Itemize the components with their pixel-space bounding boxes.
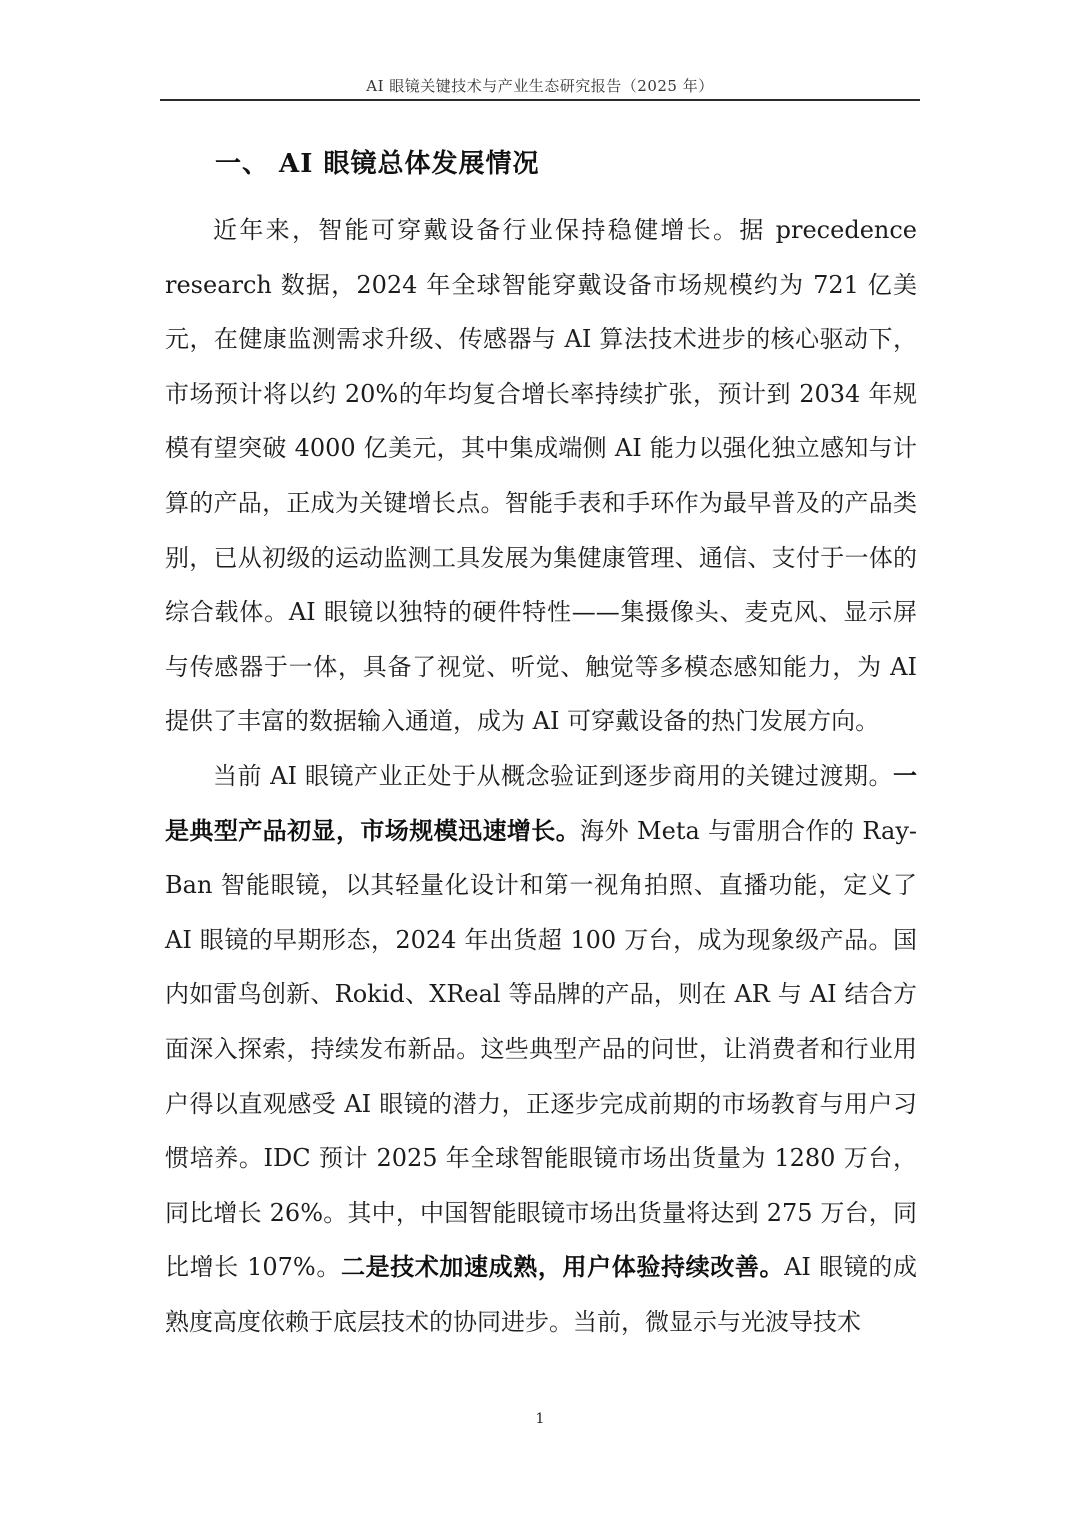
paragraph-2-body-2: AI 眼镜的成熟度高度依赖于底层技术的协同进步。当前，微显示与光波导技术 [165, 1253, 917, 1336]
paragraph-2 [165, 749, 917, 1350]
header-divider [160, 99, 920, 101]
page-number: 1 [535, 1411, 545, 1427]
running-header: AI 眼镜关键技术与产业生态研究报告（2025 年） [366, 77, 714, 95]
body-text [165, 203, 917, 1349]
paragraph-2-intro: 当前 AI 眼镜产业正处于从概念验证到逐步商用的关键过渡期。 [213, 761, 893, 790]
section-heading: 一、 AI 眼镜总体发展情况 [215, 149, 540, 179]
lead-point-2: 二是技术加速成熟，用户体验持续改善。 [340, 1252, 785, 1282]
paragraph-2-body-1: 海外 Meta 与雷朋合作的 Ray-Ban 智能眼镜，以其轻量化设计和第一视角拍照、直播功能，定义了 AI 眼镜的早期形态，2024 年出货超 100 万台，成为现象级产品。国内如雷鸟创新、Rokid、XReal 等品牌的产品，则在 AR 与 AI 结合方面深入探索，持续发布新品。这些典型产品的问世，让消费者和行业用户得以直观感受 AI 眼镜的潜力，正逐步完成前期的市场教育与用户习惯培养。IDC 预计 2025 年全球智能眼镜市场出货量为 1280 万台，同比增长 26%。其中，中国智能眼镜市场出货量将达到 275 万台，同比增长 107%。 [165, 816, 917, 1282]
lead-point-1: 一是典型产品初显，市场规模迅速增长。 [165, 760, 917, 845]
paragraph-1: 近年来，智能可穿戴设备行业保持稳健增长。据 precedence research 数据，2024 年全球智能穿戴设备市场规模约为 721 亿美元，在健康监测需求升级、传感器与 AI 算法技术进步的核心驱动下，市场预计将以约 20%的年均复合增长率持续扩张，预计到 2034 年规模有望突破 4000 亿美元，其中集成端侧 AI 能力以强化独立感知与计算的产品，正成为关键增长点。智能手表和手环作为最早普及的产品类别，已从初级的运动监测工具发展为集健康管理、通信、支付于一体的综合载体。AI 眼镜以独特的硬件特性——集摄像头、麦克风、显示屏与传感器于一体，具备了视觉、听觉、触觉等多模态感知能力，为 AI 提供了丰富的数据输入通道，成为 AI 可穿戴设备的热门发展方向。 [165, 216, 917, 736]
